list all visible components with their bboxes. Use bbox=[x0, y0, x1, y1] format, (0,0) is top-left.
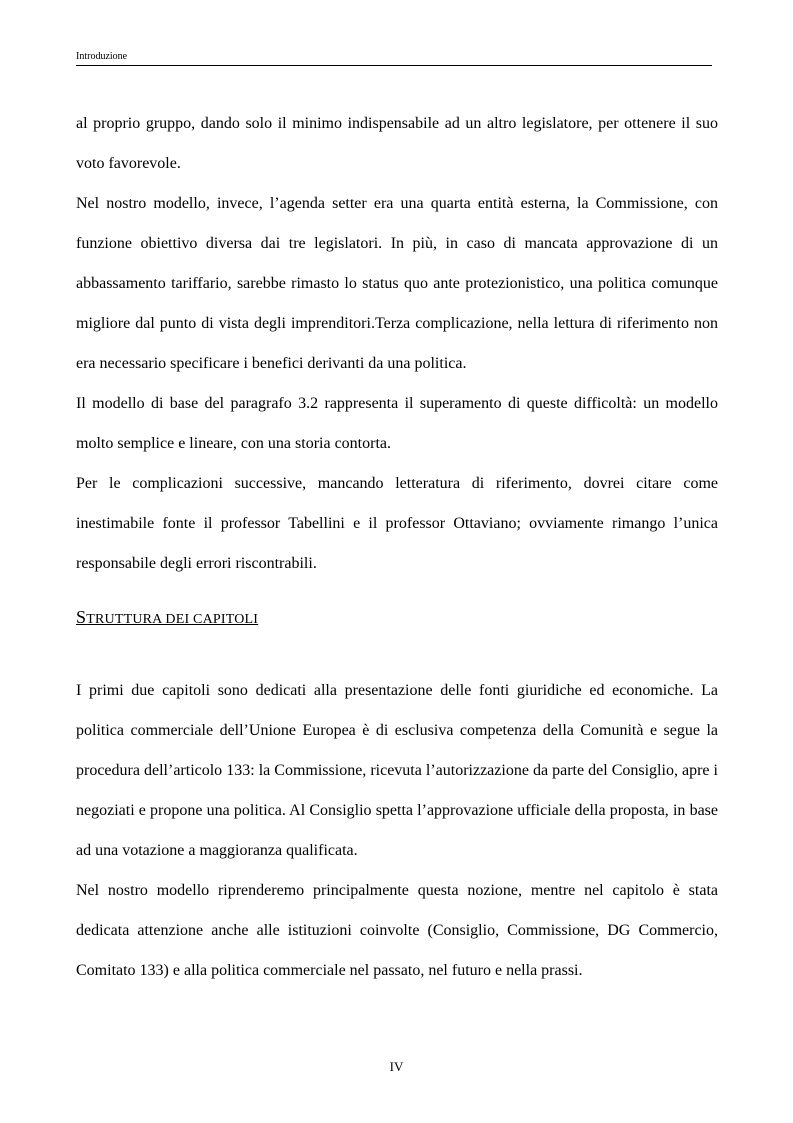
section-heading-initial: S bbox=[76, 607, 87, 627]
section-text bbox=[76, 671, 718, 991]
paragraph: Il modello di base del paragrafo 3.2 rappresenta il superamento di queste difficoltà: un modello molto semplice e lineare, con una storia contorta. bbox=[76, 395, 718, 452]
section-heading bbox=[76, 602, 258, 635]
page-number: IV bbox=[389, 1059, 404, 1074]
paragraph: Nel nostro modello, invece, l’agenda setter era una quarta entità esterna, la Commissione, con funzione obiettivo diversa dai tre legislatori. In più, in caso di mancata approvazione di un abbassamento tariffario, sarebbe rimasto lo status quo ante protezionistico, una politica comunque migliore dal punto di vista degli imprenditori.Terza complicazione, nella lettura di riferimento non era necessario specificare i benefici derivanti da una politica. bbox=[76, 195, 718, 372]
running-header bbox=[76, 51, 712, 66]
paragraph: Nel nostro modello riprenderemo principalmente questa nozione, mentre nel capitolo è stata dedicata attenzione anche alle istituzioni coinvolte (Consiglio, Commissione, DG Commercio, Comitato 133) e alla politica commerciale nel passato, nel futuro e nella prassi. bbox=[76, 882, 718, 979]
paragraph: I primi due capitoli sono dedicati alla presentazione delle fonti giuridiche ed economiche. La politica commerciale dell’Unione Europea è di esclusiva competenza della Comunità e segue la procedura dell’articolo 133: la Commissione, ricevuta l’autorizzazione da parte del Consiglio, apre i negoziati e propone una politica. Al Consiglio spetta l’approvazione ufficiale della proposta, in base ad una votazione a maggioranza qualificata. bbox=[76, 682, 718, 859]
paragraph: Per le complicazioni successive, mancando letteratura di riferimento, dovrei citare come inestimabile fonte il professor Tabellini e il professor Ottaviano; ovviamente rimango l’unica responsabile degli errori riscontrabili. bbox=[76, 475, 718, 572]
intro-text bbox=[76, 104, 718, 584]
paragraph: al proprio gruppo, dando solo il minimo indispensabile ad un altro legislatore, per ottenere il suo voto favorevole. bbox=[76, 115, 718, 172]
section-heading-rest: TRUTTURA DEI CAPITOLI bbox=[86, 612, 259, 627]
running-title: Introduzione bbox=[76, 51, 128, 62]
